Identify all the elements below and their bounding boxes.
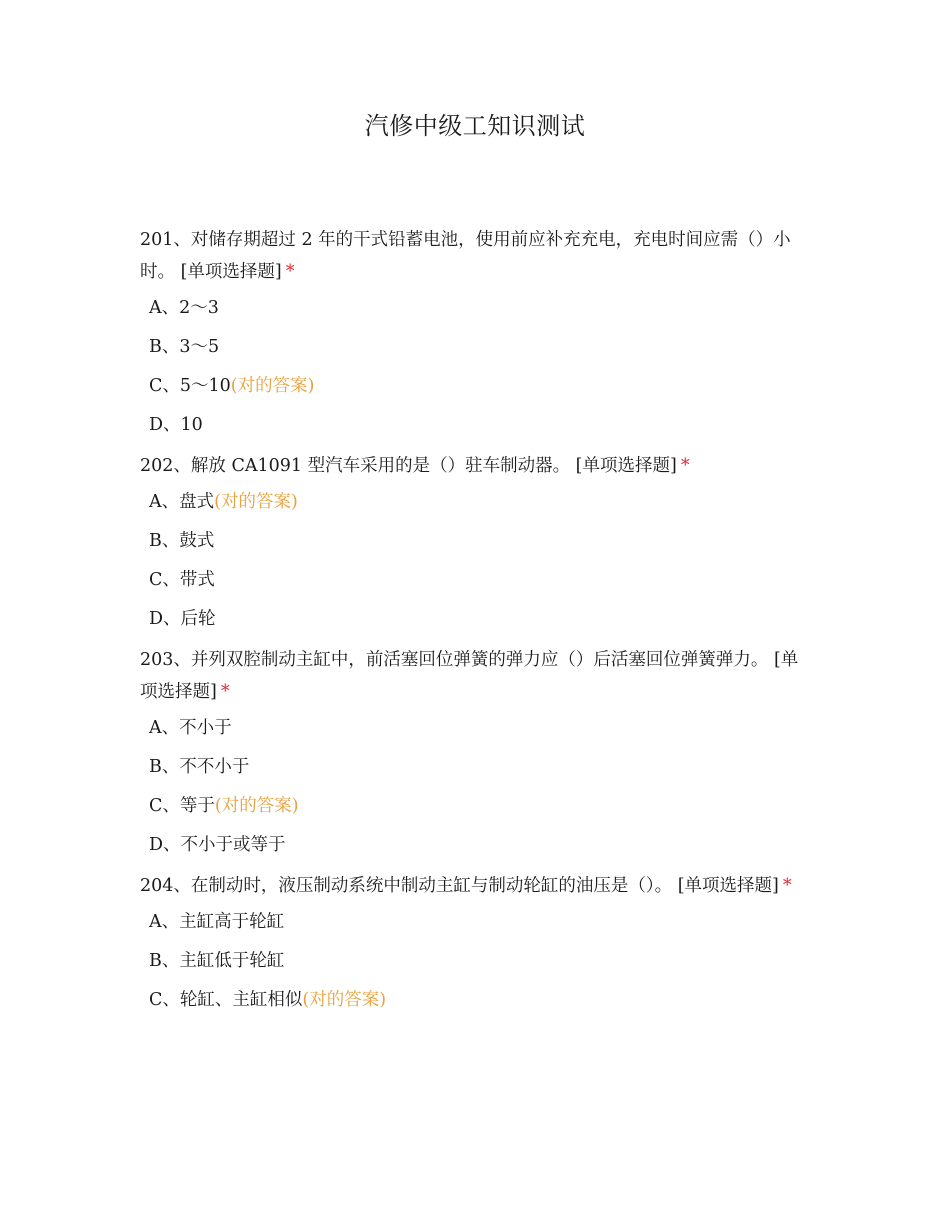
option-c[interactable] [149, 986, 800, 1014]
option-a[interactable] [149, 908, 800, 936]
question-203 [140, 644, 800, 859]
option-label: B、主缸低于轮缸 [149, 951, 285, 971]
option-d[interactable] [149, 411, 800, 439]
option-label: C、轮缸、主缸相似 [149, 990, 303, 1010]
option-c[interactable] [149, 566, 800, 594]
option-d[interactable] [149, 605, 800, 633]
option-b[interactable] [149, 753, 800, 781]
option-b[interactable] [149, 527, 800, 555]
question-204 [140, 870, 800, 1014]
correct-answer-mark: (对的答案) [214, 796, 299, 816]
option-label: A、不小于 [149, 718, 232, 738]
option-a[interactable] [149, 488, 800, 516]
required-asterisk: * [285, 262, 295, 282]
question-stem: 202、解放 CA1091 型汽车采用的是（）驻车制动器。 [单项选择题] [140, 456, 677, 476]
option-label: B、3～5 [149, 337, 220, 357]
required-asterisk: * [680, 456, 690, 476]
option-c[interactable] [149, 792, 800, 820]
option-label: C、带式 [149, 570, 215, 590]
question-stem: 201、对储存期超过 2 年的干式铅蓄电池，使用前应补充充电，充电时间应需（）小时。 [单项选择题] [140, 230, 791, 282]
question-list [140, 224, 800, 1025]
question-202 [140, 450, 800, 633]
question-stem: 204、在制动时，液压制动系统中制动主缸与制动轮缸的油压是（）。 [单项选择题] [140, 876, 779, 896]
correct-answer-mark: (对的答案) [214, 492, 298, 512]
option-label: A、盘式 [149, 492, 215, 512]
option-b[interactable] [149, 333, 800, 361]
required-asterisk: * [220, 682, 230, 702]
required-asterisk: * [782, 876, 792, 896]
option-label: A、2～3 [149, 298, 219, 318]
question-text [140, 450, 800, 482]
question-201 [140, 224, 800, 439]
document-title: 汽修中级工知识测试 [364, 112, 586, 140]
option-label: B、鼓式 [149, 531, 215, 551]
option-label: D、不小于或等于 [149, 835, 286, 855]
option-label: C、5～10 [149, 376, 231, 396]
option-label: D、后轮 [149, 609, 216, 629]
correct-answer-mark: (对的答案) [302, 990, 387, 1010]
option-b[interactable] [149, 947, 800, 975]
question-text [140, 870, 800, 902]
option-a[interactable] [149, 294, 800, 322]
option-label: C、等于 [149, 796, 215, 816]
correct-answer-mark: (对的答案) [230, 376, 315, 396]
question-text [140, 644, 800, 708]
option-label: D、10 [149, 415, 203, 435]
question-stem: 203、并列双腔制动主缸中，前活塞回位弹簧的弹力应（）后活塞回位弹簧弹力。 [单项选择题] [140, 650, 799, 702]
question-text [140, 224, 800, 288]
option-label: B、不不小于 [149, 757, 250, 777]
option-c[interactable] [149, 372, 800, 400]
option-d[interactable] [149, 831, 800, 859]
option-a[interactable] [149, 714, 800, 742]
option-label: A、主缸高于轮缸 [149, 912, 285, 932]
